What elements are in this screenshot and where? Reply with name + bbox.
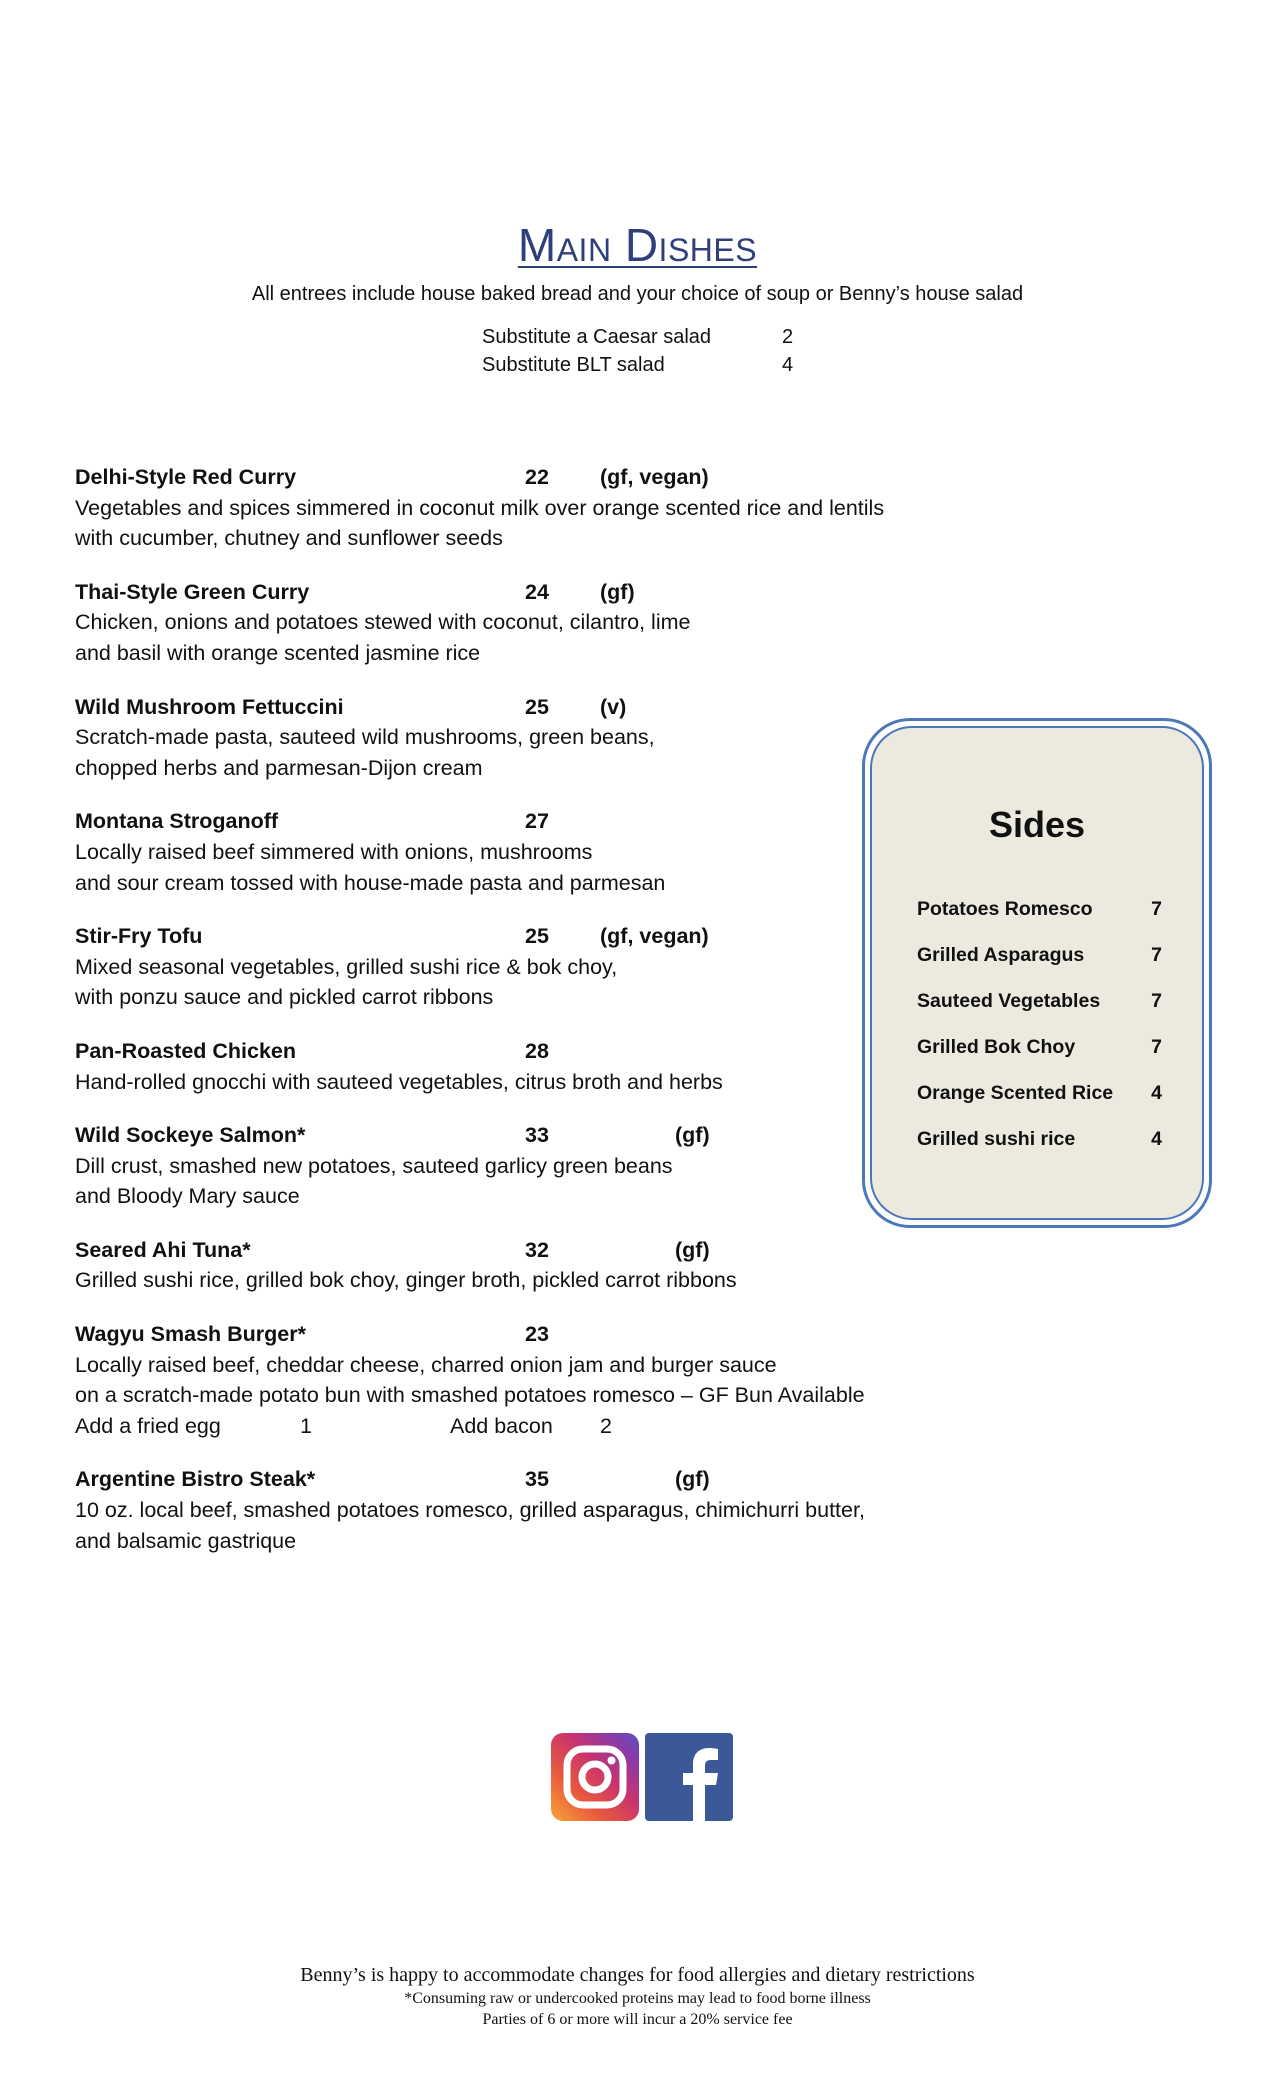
footer: [0, 1962, 1275, 2030]
footer-allergy-note: Benny’s is happy to accommodate changes for food allergies and dietary restrictions: [300, 1964, 975, 1986]
dish-item: [75, 806, 955, 898]
side-name: Sauteed Vegetables: [917, 990, 1101, 1012]
dish-tag: (gf): [675, 1123, 710, 1148]
substitution-row: [482, 326, 793, 354]
dish-price: 28: [525, 1038, 549, 1063]
dish-description: Dill crust, smashed new potatoes, sauteed garlicy green beans: [75, 1153, 673, 1178]
page-subtitle: All entrees include house baked bread and your choice of soup or Benny’s house salad: [251, 283, 1024, 305]
dish-name: Montana Stroganoff: [75, 809, 279, 834]
instagram-icon[interactable]: [551, 1733, 639, 1821]
facebook-icon[interactable]: [645, 1733, 733, 1821]
dish-item: [75, 692, 955, 784]
footer-raw-warning: *Consuming raw or undercooked proteins may lead to food borne illness: [404, 1990, 871, 2007]
dish-item: [75, 1464, 955, 1556]
dish-price: 22: [525, 465, 549, 489]
dish-tag: (v): [600, 694, 627, 719]
dish-price: 24: [525, 579, 549, 604]
substitution-label: Substitute BLT salad: [482, 354, 665, 376]
substitution-price: 2: [782, 326, 794, 348]
side-item: [917, 898, 1162, 944]
dish-name: Thai-Style Green Curry: [75, 579, 310, 604]
substitution-row: [482, 354, 793, 382]
side-name: Grilled Asparagus: [917, 944, 1085, 966]
dish-item: [75, 1235, 955, 1296]
dish-price: 25: [525, 924, 549, 949]
side-item: [917, 1128, 1162, 1174]
dish-description: with cucumber, chutney and sunflower seeds: [75, 526, 503, 551]
footer-service-fee: Parties of 6 or more will incur a 20% service fee: [482, 2011, 793, 2028]
sides-panel: [862, 718, 1212, 1228]
dish-description: Grilled sushi rice, grilled bok choy, ginger broth, pickled carrot ribbons: [75, 1268, 737, 1293]
dish-price: 35: [525, 1467, 549, 1492]
side-price: 4: [1151, 1082, 1162, 1104]
addon-label: Add a fried egg: [75, 1413, 221, 1438]
page-title: Main Dishes: [517, 219, 758, 271]
substitution-price: 4: [782, 354, 794, 376]
side-name: Grilled Bok Choy: [917, 1036, 1076, 1058]
dish-description: 10 oz. local beef, smashed potatoes romesco, grilled asparagus, chimichurri butter,: [75, 1498, 865, 1523]
side-name: Orange Scented Rice: [917, 1082, 1114, 1104]
dish-description: on a scratch-made potato bun with smashed potatoes romesco – GF Bun Available: [75, 1383, 865, 1408]
dish-name: Stir-Fry Tofu: [75, 924, 203, 949]
dish-description: Hand-rolled gnocchi with sauteed vegetables, citrus broth and herbs: [75, 1069, 723, 1094]
dish-item: [75, 1319, 955, 1441]
side-item: [917, 944, 1162, 990]
dish-name: Wagyu Smash Burger*: [75, 1322, 306, 1347]
dish-description: with ponzu sauce and pickled carrot ribbons: [75, 985, 494, 1010]
dish-name: Argentine Bistro Steak*: [75, 1467, 316, 1492]
dish-description: chopped herbs and parmesan-Dijon cream: [75, 755, 483, 780]
side-item: [917, 1036, 1162, 1082]
dish-description: and balsamic gastrique: [75, 1528, 297, 1553]
dish-name: Pan-Roasted Chicken: [75, 1038, 297, 1063]
dish-item: [75, 577, 955, 669]
dish-description: Locally raised beef simmered with onions, mushrooms: [75, 839, 593, 864]
dish-name: Delhi-Style Red Curry: [75, 465, 297, 489]
sides-panel-inner: [870, 726, 1204, 1220]
social-links: [551, 1733, 733, 1821]
addon-label: Add bacon: [450, 1413, 553, 1438]
dish-description: Locally raised beef, cheddar cheese, charred onion jam and burger sauce: [75, 1352, 777, 1377]
dish-name: Wild Mushroom Fettuccini: [75, 694, 344, 719]
side-price: 7: [1151, 898, 1162, 920]
side-price: 4: [1151, 1128, 1162, 1150]
side-name: Grilled sushi rice: [917, 1128, 1076, 1150]
dish-price: 27: [525, 809, 549, 834]
dish-tag: (gf, vegan): [600, 924, 709, 949]
side-price: 7: [1151, 1036, 1162, 1058]
dish-item: [75, 1036, 955, 1097]
substitution-label: Substitute a Caesar salad: [482, 326, 712, 348]
dish-item: [75, 1120, 955, 1212]
side-price: 7: [1151, 944, 1162, 966]
dish-item: [75, 921, 955, 1013]
dish-list: [75, 462, 955, 1579]
dish-tag: (gf): [600, 579, 635, 604]
side-price: 7: [1151, 990, 1162, 1012]
dish-description: and sour cream tossed with house-made pasta and parmesan: [75, 870, 666, 895]
substitutions: [482, 326, 793, 382]
dish-price: 23: [525, 1322, 549, 1347]
dish-name: Wild Sockeye Salmon*: [75, 1123, 306, 1148]
dish-price: 32: [525, 1237, 549, 1262]
side-name: Potatoes Romesco: [917, 898, 1093, 920]
sides-list: [917, 898, 1162, 1174]
dish-description: Mixed seasonal vegetables, grilled sushi rice & bok choy,: [75, 954, 618, 979]
dish-price: 25: [525, 694, 549, 719]
addon-price: 2: [600, 1413, 612, 1438]
dish-description: and basil with orange scented jasmine rice: [75, 640, 481, 665]
dish-description: Scratch-made pasta, sauteed wild mushrooms, green beans,: [75, 725, 655, 750]
dish-tag: (gf): [675, 1467, 710, 1492]
dish-addons: [75, 1411, 955, 1442]
addon-price: 1: [300, 1413, 312, 1438]
dish-tag: (gf, vegan): [600, 465, 709, 489]
dish-description: Vegetables and spices simmered in coconut milk over orange scented rice and lentils: [75, 495, 885, 520]
dish-price: 33: [525, 1123, 549, 1148]
sides-title: Sides: [988, 804, 1086, 845]
side-item: [917, 1082, 1162, 1128]
dish-description: and Bloody Mary sauce: [75, 1184, 300, 1209]
dish-tag: (gf): [675, 1237, 710, 1262]
dish-item: [75, 462, 955, 554]
side-item: [917, 990, 1162, 1036]
dish-description: Chicken, onions and potatoes stewed with coconut, cilantro, lime: [75, 610, 691, 635]
dish-name: Seared Ahi Tuna*: [75, 1237, 251, 1262]
